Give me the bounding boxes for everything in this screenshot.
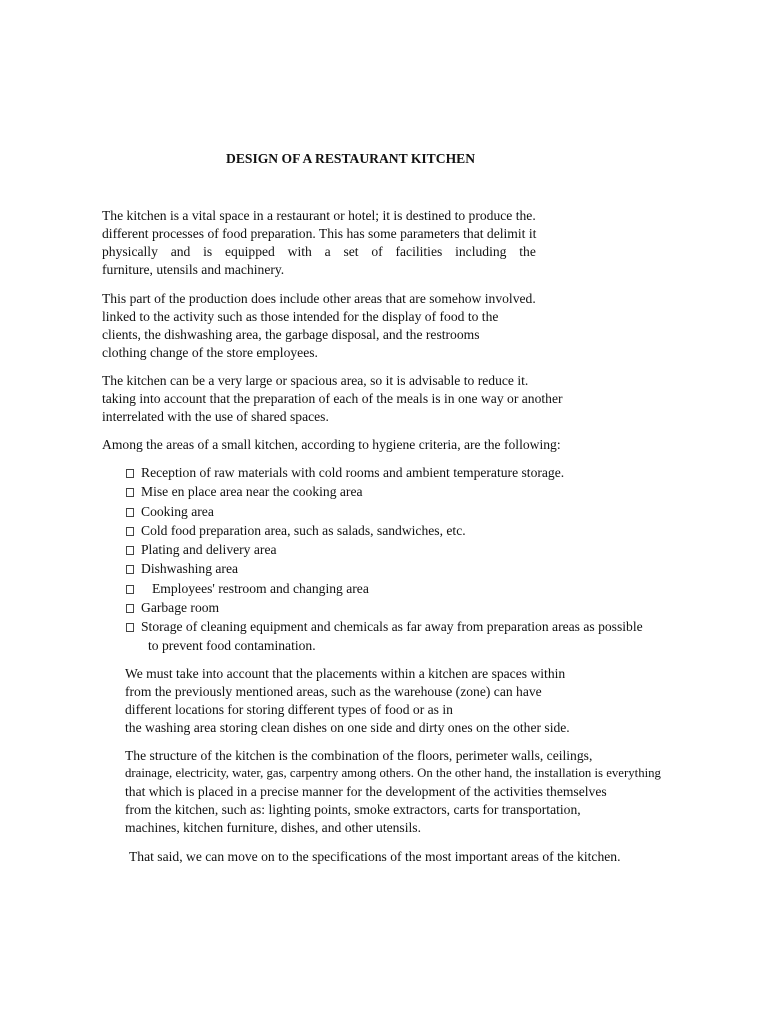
bullet-box-icon bbox=[126, 542, 136, 553]
paragraph-line: the washing area storing clean dishes on one side and dirty ones on the other side. bbox=[125, 720, 570, 735]
bullet-box-icon bbox=[126, 619, 136, 630]
bullet-box-icon bbox=[126, 504, 136, 515]
paragraph-line: Among the areas of a small kitchen, according to hygiene criteria, are the following: bbox=[102, 437, 561, 452]
list-item: Storage of cleaning equipment and chemicals as far away from preparation areas as possible bbox=[126, 618, 643, 635]
justified-word: including bbox=[455, 244, 507, 259]
paragraph-line: linked to the activity such as those intended for the display of food to the bbox=[102, 309, 499, 324]
bullet-box-icon bbox=[126, 581, 136, 592]
list-item: Employees' restroom and changing area bbox=[126, 580, 369, 597]
list-item: Dishwashing area bbox=[126, 560, 238, 577]
bullet-box-icon bbox=[126, 523, 136, 534]
paragraph-line: This part of the production does include other areas that are somehow involved. bbox=[102, 291, 536, 306]
list-item: Mise en place area near the cooking area bbox=[126, 483, 363, 500]
paragraph-line: from the kitchen, such as: lighting points, smoke extractors, carts for transportation, bbox=[125, 802, 581, 817]
paragraph-line: The kitchen is a vital space in a restaurant or hotel; it is destined to produce the. bbox=[102, 208, 536, 223]
list-item: Cold food preparation area, such as salads, sandwiches, etc. bbox=[126, 522, 466, 539]
paragraph-line: interrelated with the use of shared spaces. bbox=[102, 409, 329, 424]
paragraph-line: clothing change of the store employees. bbox=[102, 345, 318, 360]
paragraph-line: We must take into account that the placements within a kitchen are spaces within bbox=[125, 666, 566, 681]
paragraph-line-justified bbox=[102, 243, 536, 260]
justified-word: set bbox=[343, 244, 359, 259]
paragraph-line: drainage, electricity, water, gas, carpentry among others. On the other hand, the installation is everything bbox=[125, 766, 661, 780]
bullet-box-icon bbox=[126, 600, 136, 611]
justified-word: the bbox=[519, 244, 536, 259]
justified-word: of bbox=[371, 244, 383, 259]
paragraph-line: different processes of food preparation. This has some parameters that delimit it bbox=[102, 226, 537, 241]
justified-word: is bbox=[203, 244, 213, 259]
justified-word: with bbox=[287, 244, 312, 259]
list-item: Reception of raw materials with cold rooms and ambient temperature storage. bbox=[126, 464, 564, 481]
paragraph-line: The structure of the kitchen is the combination of the floors, perimeter walls, ceilings, bbox=[125, 748, 593, 763]
paragraph-line: That said, we can move on to the specifications of the most important areas of the kitchen. bbox=[129, 849, 621, 864]
list-item: Cooking area bbox=[126, 503, 214, 520]
bullet-box-icon bbox=[126, 484, 136, 495]
paragraph-line: machines, kitchen furniture, dishes, and other utensils. bbox=[125, 820, 421, 835]
justified-word: facilities bbox=[395, 244, 443, 259]
justified-word: and bbox=[170, 244, 191, 259]
paragraph-line: different locations for storing different types of food or as in bbox=[125, 702, 453, 717]
list-item: Plating and delivery area bbox=[126, 541, 277, 558]
paragraph-line: that which is placed in a precise manner for the development of the activities themselves bbox=[125, 784, 607, 799]
paragraph-line: taking into account that the preparation of each of the meals is in one way or another bbox=[102, 391, 563, 406]
justified-word: a bbox=[324, 244, 331, 259]
paragraph-line: clients, the dishwashing area, the garbage disposal, and the restrooms bbox=[102, 327, 480, 342]
bullet-box-icon bbox=[126, 465, 136, 476]
paragraph-line: furniture, utensils and machinery. bbox=[102, 262, 285, 277]
list-item-continuation: to prevent food contamination. bbox=[148, 638, 316, 653]
list-item: Garbage room bbox=[126, 599, 219, 616]
paragraph-line: The kitchen can be a very large or spacious area, so it is advisable to reduce it. bbox=[102, 373, 529, 388]
justified-word: physically bbox=[102, 244, 158, 259]
paragraph-line: from the previously mentioned areas, such as the warehouse (zone) can have bbox=[125, 684, 542, 699]
justified-word: equipped bbox=[225, 244, 275, 259]
bullet-box-icon bbox=[126, 561, 136, 572]
page-title: DESIGN OF A RESTAURANT KITCHEN bbox=[226, 151, 476, 166]
